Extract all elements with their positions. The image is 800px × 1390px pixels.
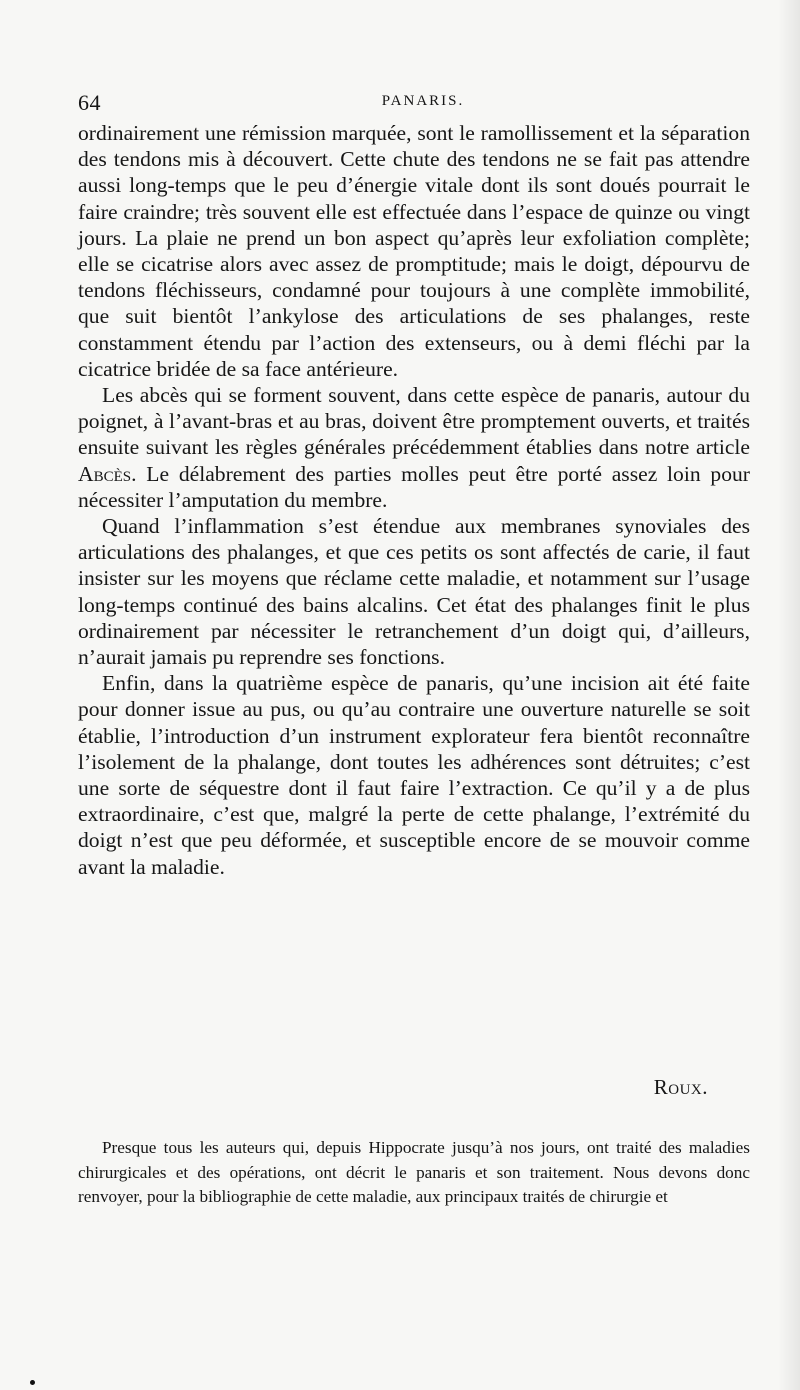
running-title: PANARIS. xyxy=(381,93,465,109)
bibliography-text: Presque tous les auteurs qui, depuis Hippocrate jusqu’à nos jours, ont traité des maladies chirurgicales et des opérations, ont décrit le panaris et son traitement. Nous devons donc renvoyer, pour la bibliographie de cette maladie, aux principaux traités de chirurgie et xyxy=(78,1138,750,1207)
paragraph-4: Enfin, dans la quatrième espèce de panaris, qu’une incision ait été faite pour donner issue au pus, ou qu’au contraire une ouverture naturelle se soit établie, l’introduction d’un instrument explorateur fera bientôt reconnaître l’isolement de la phalange, dont toutes les adhérences sont détruites; c’est une sorte de séquestre dont il faut faire l’extraction. Ce qu’il y a de plus extraordinaire, c’est que, malgré la perte de cette phalange, l’extrémité du doigt n’est que peu déformée, et susceptible encore de se mouvoir comme avant la maladie. xyxy=(78,671,750,879)
paragraph-3: Quand l’inflammation s’est étendue aux membranes synoviales des articulations des phalanges, et que ces petits os sont affectés de carie, il faut insister sur les moyens que réclame cette maladie, et notamment sur l’usage long-temps continué des bains alcalins. Cet état des phalanges finit le plus ordinairement par nécessiter le retranchement d’un doigt qui, d’ailleurs, n’aurait jamais pu reprendre ses fonctions. xyxy=(78,514,750,670)
article-reference: Abcès xyxy=(78,461,132,486)
paragraph-2-start: Les abcès qui se forment souvent, dans cette espèce de panaris, autour du poignet, à l’avant-bras et au bras, doivent être promptement ouverts, et traités ensuite suivant les règles générales précédemment établies dans notre article xyxy=(78,383,750,460)
main-text xyxy=(78,120,750,880)
author-signature: Roux. xyxy=(653,1075,708,1099)
paragraph-2 xyxy=(78,382,750,513)
paragraph-1: ordinairement une rémission marquée, sont le ramollissement et la séparation des tendons mis à découvert. Cette chute des tendons ne se fait pas attendre aussi long-temps que le peu d’énergie vitale dont ils sont doués pourrait le faire craindre; très souvent elle est effectuée dans l’espace de quinze ou vingt jours. La plaie ne prend un bon aspect qu’après leur exfoliation complète; elle se cicatrise alors avec assez de promptitude; mais le doigt, dépourvu de tendons fléchisseurs, condamné pour toujours à une complète immobilité, que suit bientôt l’ankylose des articulations de ses phalanges, reste constamment étendu par l’action des extenseurs, ou à demi fléchi par la cicatrice bridée de sa face antérieure. xyxy=(78,121,750,381)
bibliography-note xyxy=(78,1136,750,1210)
page-number: 64 xyxy=(78,90,101,115)
paragraph-2-end: . Le délabrement des parties molles peut être porté assez loin pour nécessiter l’amputation du membre. xyxy=(78,461,750,512)
running-header xyxy=(78,90,748,116)
ink-speck xyxy=(30,1380,35,1385)
page-edge-shadow xyxy=(778,0,800,1390)
